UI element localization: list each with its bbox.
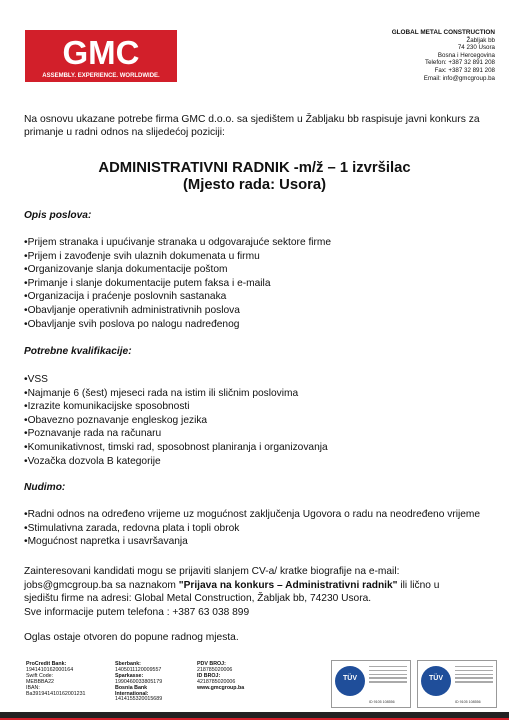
job-title-line2: (Mjesto rada: Usora) — [182, 177, 327, 193]
job-title — [0, 160, 509, 194]
list-item: •VSS — [24, 374, 48, 385]
list-item: •Mogućnost napretka i usavršavanja — [24, 536, 188, 548]
gmc-logo — [25, 30, 177, 82]
closing-note: Oglas ostaje otvoren do popune radnog mjesta. — [24, 632, 239, 643]
bank-name: Sberbank: — [115, 661, 141, 667]
certificate-code: ID 9105 108556 — [455, 700, 481, 704]
application-subject: "Prijava na konkurs – Administrativni radnik" — [178, 579, 398, 591]
footer-col-procredit — [26, 662, 86, 697]
bank-account: 1941410162000164 — [26, 666, 74, 673]
instructions-line — [24, 579, 504, 593]
certificate-badge — [417, 660, 497, 708]
footer-bar — [0, 712, 509, 720]
certificate-code: ID 9105 108556 — [369, 700, 395, 704]
contact-fax: Fax: +387 32 891 208 — [434, 66, 495, 74]
list-item: •Obavljanje svih poslova po nalogu nadređenog — [24, 318, 240, 330]
opis-list — [24, 236, 504, 331]
website: www.gmcgroup.ba — [197, 684, 245, 691]
list-item: •Obavljanje operativnih administrativnih poslova — [24, 304, 240, 316]
list-item: •Prijem stranaka i upućivanje stranaka u odgovarajuće sektore firme — [24, 237, 332, 248]
instructions-line: Sve informacije putem telefona : +387 63 038 899 — [24, 606, 250, 618]
iban-value: Ba391941410162001231 — [26, 690, 86, 697]
section-heading: Opis poslova: — [24, 210, 92, 221]
instructions-line: sjedištu firme na adresi: Global Metal Construction, Žabljak bb, 74230 Usora. — [24, 593, 372, 605]
email-text: jobs@gmcgroup.ba sa naznakom — [24, 579, 179, 591]
bank-account: 1990460033805179 — [115, 678, 163, 685]
tuv-icon: TÜV — [421, 666, 451, 696]
instructions-text: ili lično u — [397, 579, 440, 591]
list-item: •Organizovanje slanja dokumentacije poštom — [24, 264, 228, 276]
pdv-number: 218785020006 — [197, 666, 233, 673]
list-item: •Primanje i slanje dokumentacije putem faksa i e-maila — [24, 277, 271, 289]
contact-block — [392, 29, 495, 82]
list-item: •Radni odnos na određeno vrijeme uz mogućnost zaključenja Ugovora o radu na neodređeno vrijeme — [24, 509, 481, 520]
bank-name: Bosnia Bank International: — [115, 684, 149, 697]
certificate-text-lines — [369, 666, 407, 685]
logo-brand: GMC — [62, 34, 140, 71]
bank-name: Sparkasse: — [115, 672, 144, 679]
application-instructions — [24, 565, 504, 619]
contact-email: Email: info@gmcgroup.ba — [423, 74, 495, 82]
bank-name: ProCredit Bank: — [26, 661, 67, 667]
list-item: •Komunikativnost, timski rad, sposobnost planiranja i organizovanja — [24, 441, 328, 453]
nudimo-list — [24, 508, 504, 549]
pdv-label: PDV BROJ: — [197, 661, 226, 667]
contact-phone: Telefon: +387 32 891 208 — [424, 59, 495, 67]
swift-label: Swift Code: — [26, 672, 54, 679]
contact-city: 74 230 Usora — [457, 44, 495, 52]
footer-col-banks — [115, 662, 162, 703]
intro-paragraph: Na osnovu ukazane potrebe firma GMC d.o.o. sa sjedištem u Žabljaku bb raspisuje javni konkurs za primanje u radni odnos na slijedećoj poziciji: — [24, 114, 480, 138]
section-nudimo — [24, 481, 504, 549]
list-item: •Poznavanje rada na računaru — [24, 428, 162, 440]
contact-street: Žabljak bb — [466, 36, 495, 44]
swift-code: MEBBBA22 — [26, 678, 54, 685]
iban-label: IBAN: — [26, 684, 40, 691]
section-kvalifikacije — [24, 345, 504, 468]
instructions-line: Zainteresovani kandidati mogu se prijaviti slanjem CV-a/ kratke biografije na e-mail: — [24, 566, 400, 577]
list-item: •Prijem i zavođenje svih ulaznih dokumenata u firmu — [24, 250, 260, 262]
tuv-icon: TÜV — [335, 666, 365, 696]
section-heading: Potrebne kvalifikacije: — [24, 346, 132, 357]
contact-region: Bosna i Hercegovina — [437, 51, 495, 59]
section-heading: Nudimo: — [24, 482, 66, 493]
section-opis — [24, 209, 504, 331]
list-item: •Najmanje 6 (šest) mjeseci rada na istim ili sličnim poslovima — [24, 387, 299, 399]
list-item: •Vozačka dozvola B kategorije — [24, 455, 161, 467]
id-number: 4218785020006 — [197, 678, 236, 685]
certificate-text-lines — [455, 666, 493, 685]
id-label: ID BROJ: — [197, 672, 221, 679]
company-name: GLOBAL METAL CONSTRUCTION — [391, 29, 495, 36]
list-item: •Organizacija i praćenje poslovnih sastanaka — [24, 291, 227, 303]
certificate-badge — [331, 660, 411, 708]
logo-tagline: ASSEMBLY. EXPERIENCE. WORLDWIDE. — [42, 73, 160, 79]
footer-col-ids — [197, 662, 244, 692]
list-item: •Stimulativna zarada, redovna plata i topli obrok — [24, 522, 240, 534]
list-item: •Obavezno poznavanje engleskog jezika — [24, 414, 208, 426]
kvalifikacije-list — [24, 373, 504, 468]
list-item: •Izrazite komunikacijske sposobnosti — [24, 401, 190, 413]
bank-account: 1405011120009557 — [115, 666, 162, 673]
job-title-line1: ADMINISTRATIVNI RADNIK -m/ž – 1 izvršilac — [98, 160, 411, 176]
bank-account: 1414155320015689 — [115, 696, 163, 703]
